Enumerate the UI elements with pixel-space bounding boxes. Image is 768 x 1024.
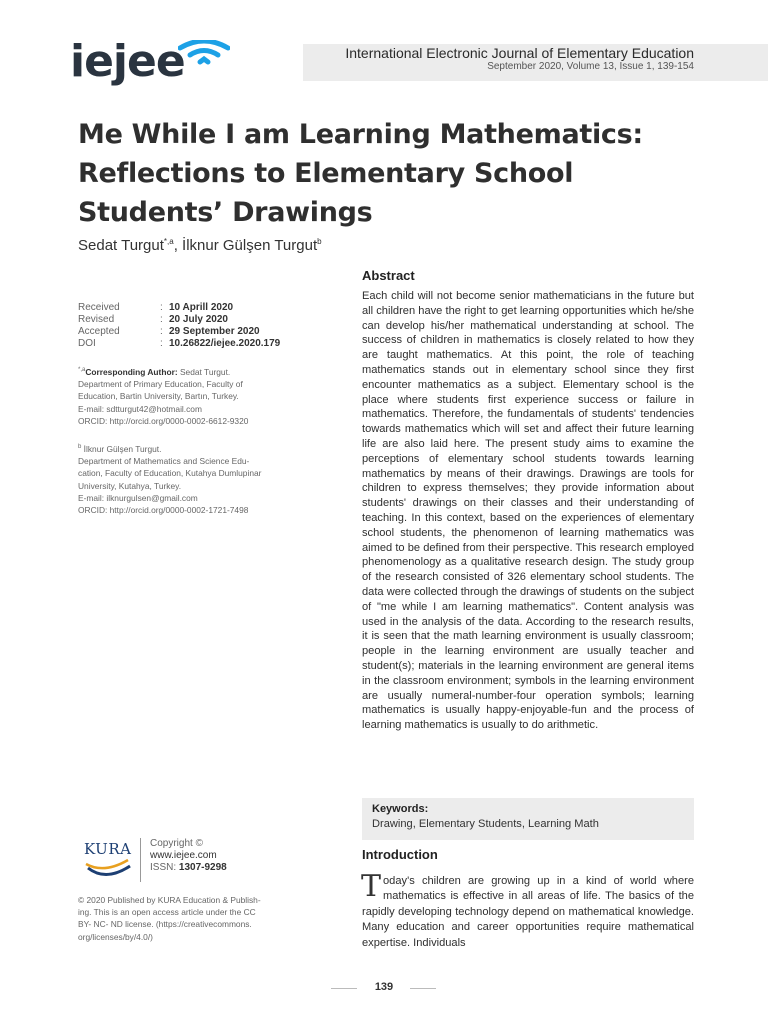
author-affiliation-mark: *,a [163, 237, 174, 246]
affiliation-corresponding [78, 366, 313, 427]
affiliation-heading [78, 443, 313, 455]
affiliation-line: Department of Mathematics and Science Edu- [78, 456, 250, 467]
keywords-box [362, 798, 694, 840]
meta-row [78, 314, 318, 326]
affiliation-name: Sedat Turgut. [177, 367, 231, 377]
affiliation-heading [78, 366, 313, 378]
abstract-heading: Abstract [362, 268, 415, 283]
introduction-body: oday's children are growing up in a kind of world where mathematics is effective in all areas of life. The basics of the rapidly developing technology depend on mathematical knowledge. Many education and career opportunities require mathematical expertise. Individuals [362, 875, 694, 949]
meta-row [78, 302, 318, 314]
publisher-block [82, 838, 302, 888]
doi-link[interactable]: 10.26822/iejee.2020.179 [169, 338, 281, 349]
affiliation-mark: *,a [78, 367, 86, 374]
drop-cap: T [361, 869, 382, 904]
copyright-label: Copyright © [150, 838, 203, 849]
title-line: Reflections to Elementary School [78, 158, 574, 189]
affiliation-line: Department of Primary Education, Faculty of [78, 379, 243, 390]
affiliation-second-author [78, 443, 313, 516]
journal-name: International Electronic Journal of Elementary Education [345, 45, 694, 61]
meta-value: 20 July 2020 [169, 314, 228, 325]
title-line: Me While I am Learning Mathematics: [78, 119, 643, 150]
introduction-text [361, 869, 694, 951]
affiliation-line: cation, Faculty of Education, Kutahya Dumlupinar [78, 468, 262, 479]
meta-key: Accepted [78, 326, 120, 337]
footer-rule-left [331, 988, 357, 989]
keywords-text: Drawing, Elementary Students, Learning Math [372, 818, 599, 830]
meta-key: Received [78, 302, 120, 313]
issn-label: ISSN: [150, 862, 179, 873]
page-number: 139 [374, 981, 394, 993]
affiliation-mark: b [78, 444, 82, 451]
journal-issue: September 2020, Volume 13, Issue 1, 139-154 [487, 61, 694, 72]
meta-value: 29 September 2020 [169, 326, 260, 337]
publisher-info [150, 838, 227, 874]
affiliation-email[interactable]: E-mail: ilknurgulsen@gmail.com [78, 492, 198, 503]
kura-wordmark: KURA [84, 840, 132, 858]
affiliation-orcid[interactable]: ORCID: http://orcid.org/0000-0002-1721-7498 [78, 505, 249, 516]
title-line: Students’ Drawings [78, 197, 373, 228]
meta-sep: : [160, 302, 163, 313]
abstract-text: Each child will not become senior mathematicians in the future but all children have the right to get learning opportunities which he/she can develop his/her mathematical understanding at school. The success of children in mathematics is closely related to how they are taught mathematics. At this point, the role of teaching mathematics stands out in elementary school since they first encounter mathematics as a subject. Elementary school is the place where students first experience success or failure in mathematics. Therefore, the fundamentals of students' tendencies towards mathematics which will set and affect their future learning life are also laid here. The present study aims to examine the perceptions of elementary school students towards learning mathematics by means of their drawings. Drawings are tools for children to express themselves; they provide information about students' drawings on their classes and their understanding of teaching. In this context, based on the experiences of elementary school students, the phenomenon of learning mathematics was aimed to be defined from their perspective. This research employed phenomenology as a qualitative research design. The study group of the research consisted of 326 elementary school students. The data were collected through the drawings of students on the subject of "me while I am learning mathematics". Content analysis was used in the analysis of the data. According to the research results, it is seen that the math learning environment is usually classroom; people in the learning environment are usually teacher and student(s); materials in the learning environment are general items in the classroom environment; symbols in the learning environment are usually numeral-number-four operation symbols; learning mathematics is usually happy-enjoyable-fun and the process of learning mathematics is usually to do arithmetic. [362, 290, 694, 732]
footer-rule-right [410, 988, 436, 989]
meta-row [78, 338, 318, 350]
author-affiliation-mark: b [317, 237, 322, 246]
journal-header-box [303, 44, 768, 81]
kura-swoosh-icon [82, 838, 134, 886]
affiliation-orcid[interactable]: ORCID: http://orcid.org/0000-0002-6612-9320 [78, 415, 249, 426]
journal-website-link[interactable]: www.iejee.com [150, 850, 217, 861]
logo-wordmark: iejee [70, 36, 185, 87]
kura-logo [82, 838, 134, 886]
meta-value: 10 Aprill 2020 [169, 302, 234, 313]
author-name: İlknur Gülşen Turgut [182, 237, 318, 254]
wifi-wave-icon [178, 40, 230, 66]
license-notice [78, 894, 298, 943]
license-line[interactable]: org/licenses/by/4.0/) [78, 931, 153, 942]
meta-sep: : [160, 314, 163, 325]
publisher-divider [140, 838, 141, 882]
meta-key: Revised [78, 314, 115, 325]
affiliation-name: İlknur Gülşen Turgut. [81, 444, 162, 454]
journal-logo [70, 38, 230, 90]
issn [150, 862, 227, 874]
corresponding-label: Corresponding Author: [85, 367, 178, 377]
meta-key: DOI [78, 338, 96, 349]
meta-row [78, 326, 318, 338]
keywords-heading: Keywords: [372, 803, 429, 815]
author-separator: , [173, 237, 183, 254]
meta-sep: : [160, 326, 163, 337]
introduction-heading: Introduction [362, 847, 438, 862]
article-title [78, 115, 718, 232]
issn-value: 1307-9298 [178, 862, 227, 873]
article-history [78, 302, 318, 350]
affiliation-line: University, Kutahya, Turkey. [78, 480, 182, 491]
license-line[interactable]: BY- NC- ND license. (https://creativecommons. [78, 919, 252, 930]
authors [78, 237, 322, 254]
affiliation-line: Education, Bartin University, Bartın, Turkey. [78, 391, 239, 402]
affiliation-email[interactable]: E-mail: sdtturgut42@hotmail.com [78, 403, 202, 414]
author-name: Sedat Turgut [78, 237, 164, 254]
license-line: © 2020 Published by KURA Education & Publish- [78, 895, 261, 905]
license-line: ing. This is an open access article under the CC [78, 907, 256, 918]
meta-sep: : [160, 338, 163, 349]
